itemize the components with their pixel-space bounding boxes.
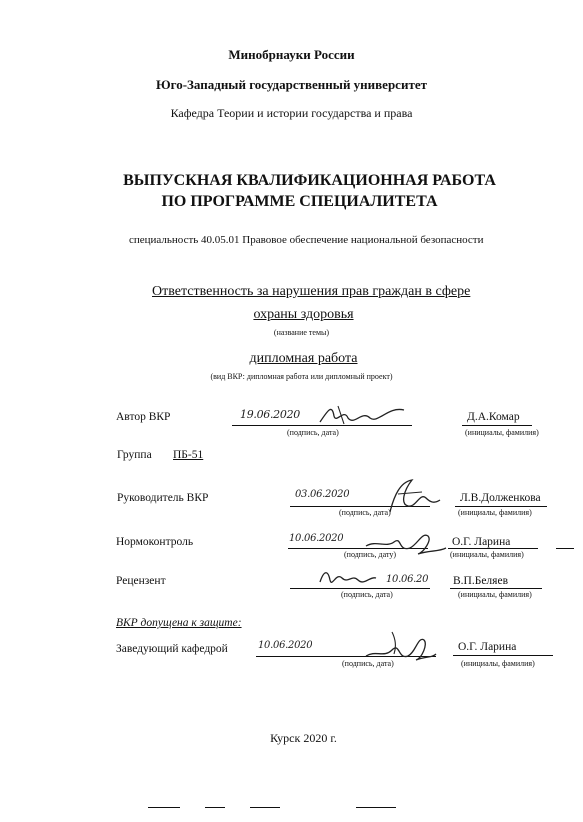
head-signature-caption: (подпись, дата) [342,659,394,668]
department-name: Кафедра Теории и истории государства и права [170,106,413,120]
topic-line2: охраны здоровья [253,307,354,322]
reviewer-name: В.П.Беляев [453,575,508,587]
work-type-caption: (вид ВКР: дипломная работа или дипломный проект) [210,372,393,381]
university-name: Юго-Западный государственный университет [156,77,427,92]
supervisor-name-line [455,506,547,507]
document-title-line2: ПО ПРОГРАММЕ СПЕЦИАЛИТЕТА [161,193,438,210]
document-title-line1: ВЫПУСКНАЯ КВАЛИФИКАЦИОННАЯ РАБОТА [123,172,496,189]
normcontrol-name-line [448,548,538,549]
group-label: Группа [117,449,152,461]
reviewer-signature-date: 10.06.20 [386,574,429,585]
author-name: Д.А.Комар [467,411,520,423]
city-year: Курск 2020 г. [270,731,337,745]
reviewer-name-caption: (инициалы, фамилия) [458,590,532,599]
reviewer-label: Рецензент [116,575,166,587]
normcontrol-signature-caption: (подпись, дату) [344,550,397,559]
author-name-caption: (инициалы, фамилия) [465,428,539,437]
head-name: О.Г. Ларина [458,641,517,653]
author-name-line [462,425,532,426]
author-signature-icon [318,400,410,430]
reviewer-signature-caption: (подпись, дата) [341,590,393,599]
supervisor-signature-icon [382,476,442,518]
author-signature-caption: (подпись, дата) [287,428,339,437]
topic-caption: (название темы) [273,328,330,337]
bottom-edge-mark [356,807,396,808]
supervisor-signature-date: 03.06.2020 [295,489,350,500]
author-label: Автор ВКР [116,411,171,423]
topic-line1: Ответственность за нарушения прав граждан в сфере [152,284,471,299]
head-signature-date: 10.06.2020 [258,640,313,651]
supervisor-name: Л.В.Долженкова [460,492,541,504]
author-signature-date: 19.06.2020 [240,408,300,421]
supervisor-label: Руководитель ВКР [117,492,209,504]
group-value: ПБ-51 [173,449,204,461]
reviewer-name-line [450,588,542,589]
normcontrol-extra-line [556,548,574,549]
bottom-edge-mark [250,807,280,808]
specialty-line: специальность 40.05.01 Правовое обеспечение национальной безопасности [129,234,484,246]
normcontrol-label: Нормоконтроль [116,536,194,548]
head-name-caption: (инициалы, фамилия) [461,659,535,668]
head-of-department-label: Заведующий кафедрой [116,643,228,655]
head-name-line [453,655,553,656]
normcontrol-name-caption: (инициалы, фамилия) [450,550,524,559]
admission-text: ВКР допущена к защите: [116,617,242,629]
bottom-edge-mark [148,807,180,808]
supervisor-name-caption: (инициалы, фамилия) [458,508,532,517]
bottom-edge-mark [205,807,225,808]
supervisor-signature-caption: (подпись, дата) [339,508,391,517]
work-type: дипломная работа [249,351,358,366]
normcontrol-name: О.Г. Ларина [452,536,511,548]
reviewer-signature-icon [318,566,378,590]
ministry-name: Минобрнауки России [228,47,355,62]
normcontrol-signature-date: 10.06.2020 [289,533,344,544]
